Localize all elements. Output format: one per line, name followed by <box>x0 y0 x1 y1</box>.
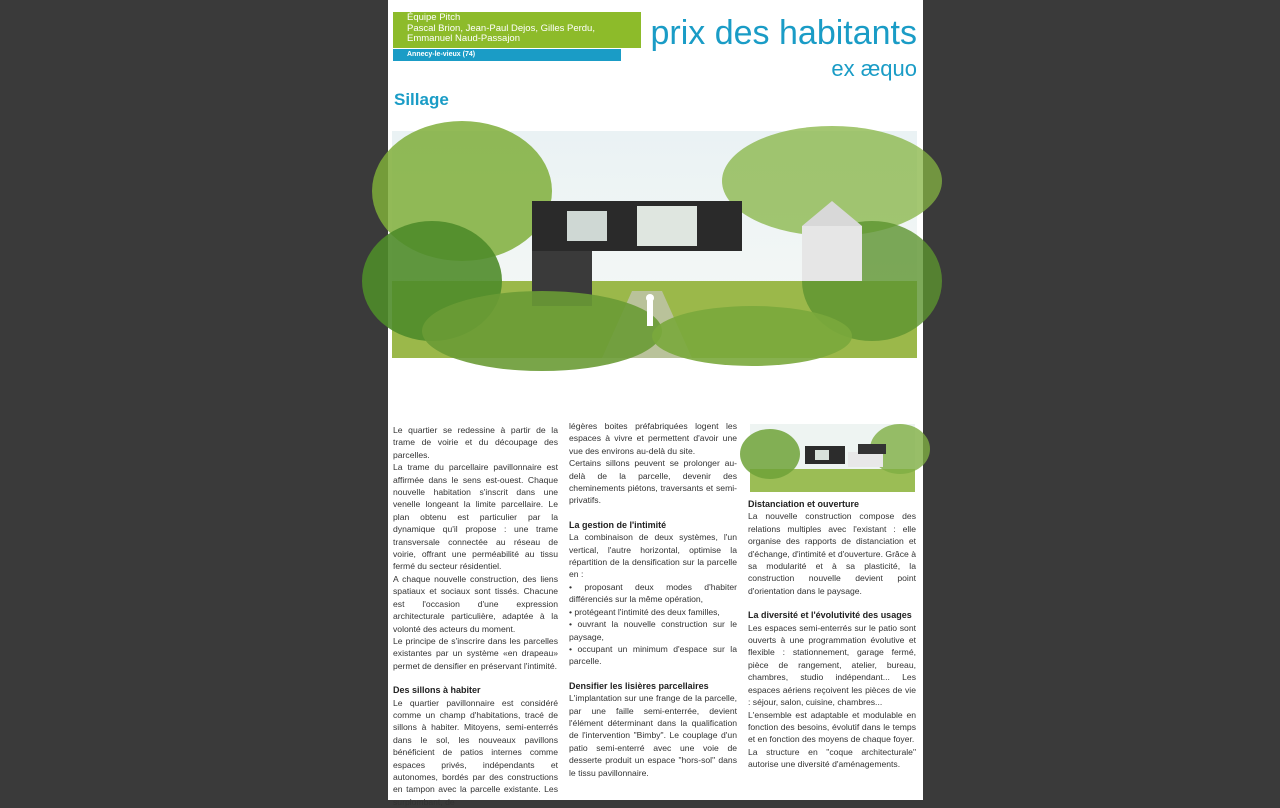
paragraph: La structure en "coque architecturale" autorise une diversité d'aménagements. <box>748 746 916 770</box>
paragraph: Certains sillons peuvent se prolonger au-delà de la parcelle, devenir des cheminements piétons, traversants et semi-privatifs. <box>569 458 737 506</box>
prize-heading: prix des habitants <box>650 14 917 52</box>
section-heading: La diversité et l'évolutivité des usages <box>748 610 912 621</box>
paragraph: Le quartier se redessine à partir de la trame de voirie et du découpage des parcelles. <box>393 425 558 460</box>
paragraph: La nouvelle construction compose des relations multiples avec l'existant : elle organise des rapports de distanciation et d'échange, d'intimité et d'ouverture. Grâce à sa modularité et à sa plasticité, la construction nouvelle devient point d'orientation dans le paysage. <box>748 511 916 596</box>
team-members-line2: Emmanuel Naud-Passajon <box>407 33 521 44</box>
bullet-item: • protégeant l'intimité des deux familles, <box>569 606 720 617</box>
team-banner <box>393 12 641 48</box>
section-heading: Densifier les lisières parcellaires <box>569 680 709 691</box>
section-heading: Des sillons à habiter <box>393 685 481 696</box>
thumbnail-rendering-image <box>750 424 915 492</box>
team-name: Équipe Pitch <box>407 12 461 23</box>
text-column-1 <box>393 424 558 808</box>
bullet-item: • occupant un minimum d'espace sur la parcelle. <box>569 643 737 667</box>
paragraph: L'implantation sur une frange de la parcelle, par une faille semi-enterrée, devient l'élément déterminant dans la qualification de l'intervention "Bimby". Le couplage d'un patio semi-enterré avec une voie de desserte produit un espace "hors-sol" dans le tissu pavillonnaire. <box>569 693 737 778</box>
team-members-line1: Pascal Brion, Jean-Paul Dejos, Gilles Perdu, <box>407 22 595 34</box>
bullet-item: • ouvrant la nouvelle construction sur le paysage, <box>569 619 737 642</box>
paragraph: L'ensemble est adaptable et modulable en fonction des besoins, évolutif dans le temps et en fonction des moyens de chaque foyer. <box>748 709 916 745</box>
section-heading: La gestion de l'intimité <box>569 519 667 530</box>
paragraph: légères boites préfabriquées logent les espaces à vivre et permettent d'avoir une vue des environs au-delà du site. <box>569 421 737 456</box>
project-title: Sillage <box>394 90 449 109</box>
section-heading: Distanciation et ouverture <box>748 499 860 509</box>
city-banner: Annecy-le-vieux (74) <box>393 49 621 61</box>
paragraph: A chaque nouvelle construction, des liens spatiaux et sociaux sont tissés. Chacune est l'occasion d'une expression architecturale particulière, adaptée à la volonté des acteurs du moment. <box>393 573 558 634</box>
text-column-2 <box>569 420 737 779</box>
paragraph: Le quartier pavillonnaire est considéré comme un champ d'habitations, tracé de sillons à habiter. Mitoyens, semi-enterrés dans le sol, les nouveaux pavillons bénéficient de patios internes comme espaces privés, indépendants et autonomes, bordés par des constructions en tampon avec la parcelle existante. Les surplombant, de <box>393 697 558 807</box>
hero-rendering-image <box>392 131 917 358</box>
text-column-3 <box>748 498 916 771</box>
prize-subheading: ex æquo <box>831 56 917 81</box>
bullet-item: • proposant deux modes d'habiter différenciés sur la même opération, <box>569 581 737 605</box>
paragraph: La trame du parcellaire pavillonnaire est affirmée dans le sens est-ouest. Chaque nouvelle habitation s'inscrit dans une venelle longeant la limite parcellaire. Le plan obtenu est particulier par la dynamique qu'il propose : une trame transversale connectée au réseau de voirie, offrant une perméabilité au tissu fermé du secteur résidentiel. <box>393 462 558 572</box>
paragraph: Le principe de s'inscrire dans les parcelles existantes par un système «en drapeau» permet de densifier en préservant l'intimité. <box>393 635 558 671</box>
paragraph: Les espaces semi-enterrés sur le patio sont ouverts à une programmation évolutive et flexible : stationnement, garage fermé, pièce de rangement, atelier, bureau, chambres, studio indépendant... Les espaces aériens reçoivent les pièces de vie : séjour, salon, cuisine, chambres... <box>748 622 916 708</box>
document-page <box>388 0 923 807</box>
paragraph: La combinaison de deux systèmes, l'un vertical, l'autre horizontal, optimise la répartition de la densification sur la parcelle en : <box>569 532 737 580</box>
